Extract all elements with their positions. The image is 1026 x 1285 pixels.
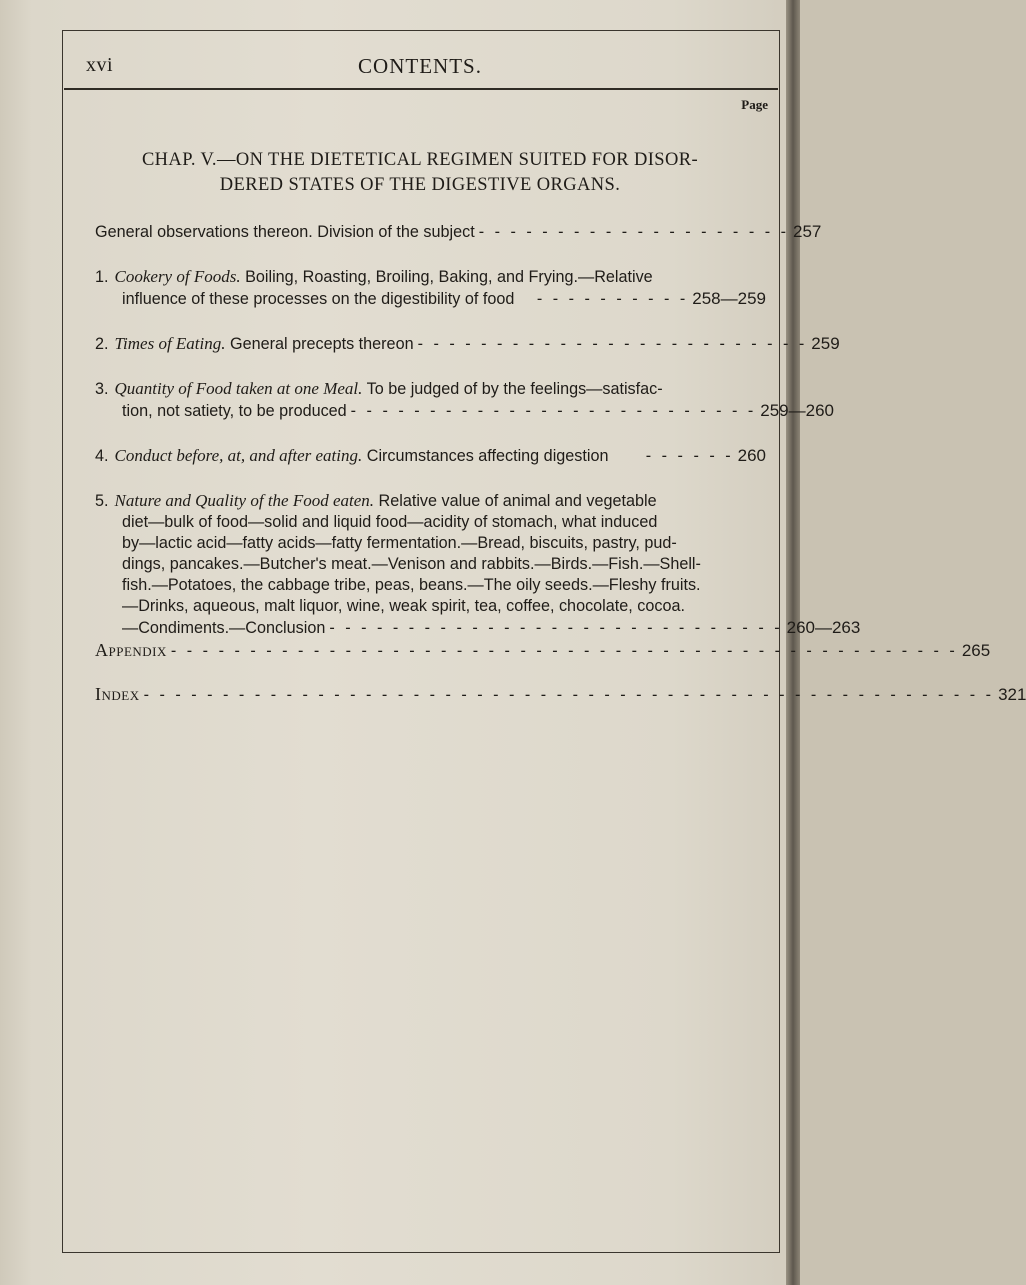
entry-title: Times of Eating.: [114, 334, 226, 353]
entry-description: General precepts thereon: [225, 335, 414, 353]
toc-entry-1[interactable]: [95, 266, 766, 310]
leader-dots: - - - - - - - - - - - - - - - - - - - - - - - - - - - - - - - - - - - - - - - - - - - - - - - - - - - - - -: [143, 686, 995, 704]
entry-description-line: diet—bulk of food—solid and liquid food—acidity of stomach, what induced: [122, 513, 658, 531]
entry-description-continued: tion, not satiety, to be produced: [122, 402, 347, 420]
toc-entry-3[interactable]: [95, 378, 834, 422]
entry-title: Conduct before, at, and after eating.: [114, 446, 363, 465]
toc-entry-general[interactable]: [95, 221, 822, 243]
leader-dots: - - - - - - - - - - - - - - - - - - - - - - - - - - - - -: [329, 619, 783, 637]
toc-page-number: 260: [737, 446, 766, 465]
toc-page-number: 259—260: [760, 401, 834, 420]
toc-entry-2[interactable]: [95, 333, 840, 355]
toc-page-number: 259: [811, 334, 840, 353]
leader-dots: - - - - - - - - - - - - - - - - - - - - - - - - - - - - - - - - - - - - - - - - - - - - - - - - - -: [170, 642, 958, 660]
toc-page-number: 321: [998, 685, 1026, 704]
entry-number: 3.: [95, 380, 109, 398]
toc-entry-appendix[interactable]: [95, 640, 991, 662]
entry-title: Nature and Quality of the Food eaten.: [114, 491, 375, 510]
toc-page-number: 265: [961, 641, 991, 660]
chapter-heading-line-1: CHAP. V.—ON THE DIETETICAL REGIMEN SUITED FOR DISOR-: [141, 150, 699, 170]
leader-dots: - - - - - - - - - - - - - - - - - - - - - - - - -: [417, 335, 808, 353]
chapter-heading-line-2: DERED STATES OF THE DIGESTIVE ORGANS.: [219, 175, 621, 195]
entry-description: Circumstances affecting digestion: [362, 447, 609, 465]
toc-entry-text: Appendix: [95, 640, 167, 660]
entry-description-continued: influence of these processes on the digestibility of food: [122, 290, 515, 308]
leader-dots: - - - - - -: [645, 447, 734, 465]
entry-description-line: fish.—Potatoes, the cabbage tribe, peas, beans.—The oily seeds.—Fleshy fruits.: [122, 576, 701, 594]
toc-entry-text: Index: [95, 684, 140, 704]
toc-entry-text: General observations thereon. Division of the subject: [95, 223, 475, 241]
entry-description: Boiling, Roasting, Broiling, Baking, and Frying.—Relative: [240, 268, 653, 286]
page-column-label: Page: [741, 97, 768, 112]
header-rule: [64, 88, 778, 90]
entry-number: 1.: [95, 268, 109, 286]
entry-description: To be judged of by the feelings—satisfac-: [362, 380, 663, 398]
entry-number: 4.: [95, 447, 109, 465]
leader-dots: - - - - - - - - - - - - - - - - - - - - - - - - - -: [350, 402, 757, 420]
page-folio: xvi: [86, 54, 114, 76]
toc-page-number: 260—263: [786, 618, 861, 637]
toc-entry-4[interactable]: [95, 445, 766, 467]
running-head: [60, 52, 780, 84]
page-title: CONTENTS.: [358, 54, 482, 78]
leader-dots: - - - - - - - - - -: [536, 290, 689, 308]
chapter-heading: [95, 148, 745, 198]
entry-description-line: dings, pancakes.—Butcher's meat.—Venison and rabbits.—Birds.—Fish.—Shell-: [122, 555, 701, 573]
toc-entry-index[interactable]: [95, 684, 1026, 706]
entry-title: Quantity of Food taken at one Meal.: [114, 379, 363, 398]
entry-number: 5.: [95, 492, 109, 510]
toc-entry-5[interactable]: [95, 490, 861, 639]
entry-title: Cookery of Foods.: [114, 267, 241, 286]
leader-dots: - - - - - - - - - - - - - - - - - - - -: [478, 223, 789, 241]
entry-description: Relative value of animal and vegetable: [374, 492, 657, 510]
entry-description-line: —Drinks, aqueous, malt liquor, wine, weak spirit, tea, coffee, chocolate, cocoa.: [122, 597, 685, 615]
toc-page-number: 257: [792, 222, 822, 241]
entry-description-continued: —Condiments.—Conclusion: [122, 619, 326, 637]
toc-page-number: 258—259: [692, 289, 766, 308]
entry-number: 2.: [95, 335, 109, 353]
entry-description-line: by—lactic acid—fatty acids—fatty fermentation.—Bread, biscuits, pastry, pud-: [122, 534, 677, 552]
